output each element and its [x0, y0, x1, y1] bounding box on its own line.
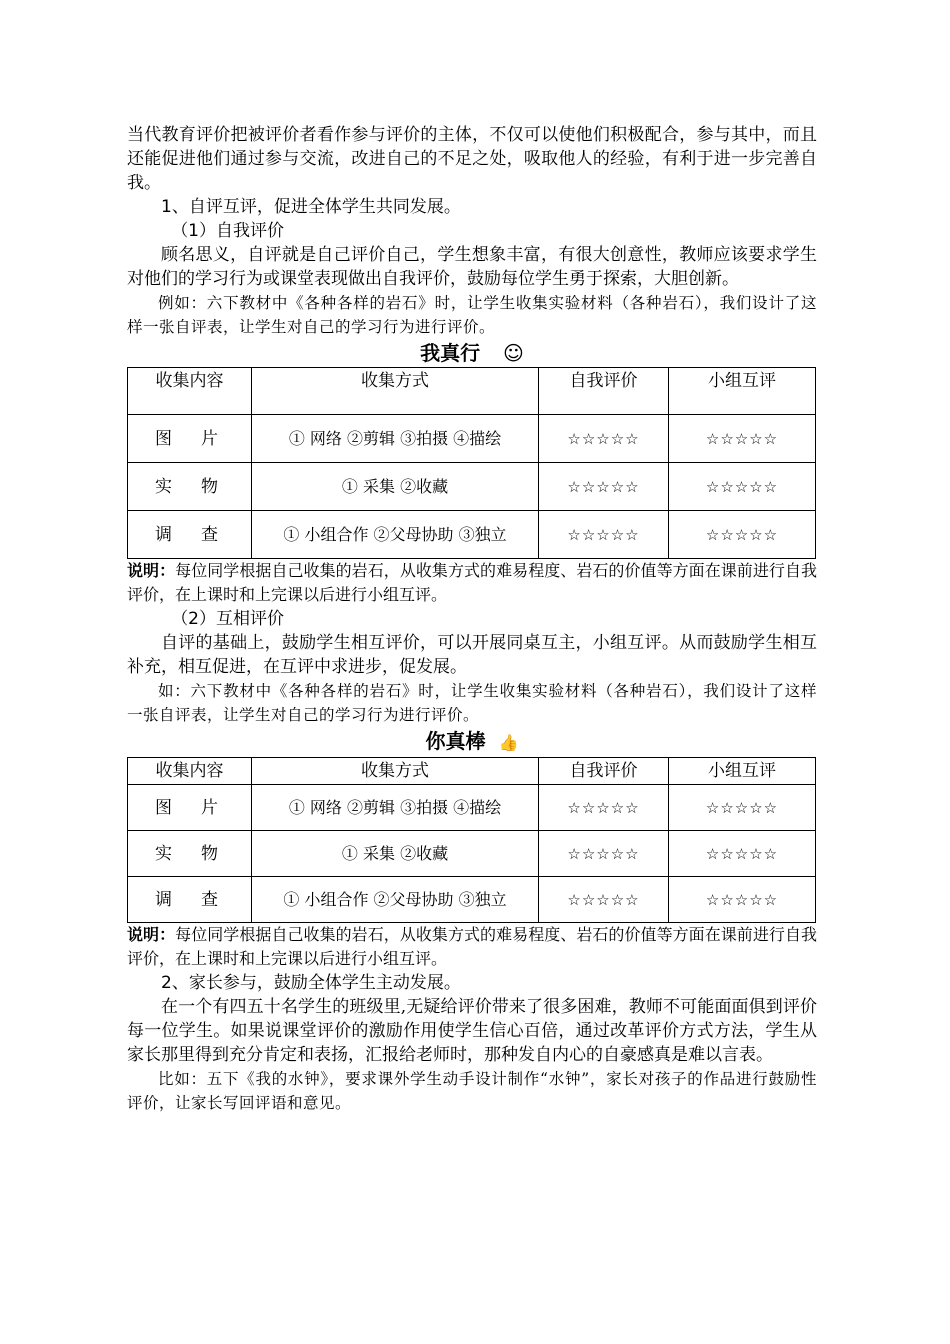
header-cell: 收集方式 — [252, 368, 539, 415]
parent-eval-paragraph: 在一个有四五十名学生的班级里,无疑给评价带来了很多困难，教师不可能面面俱到评价每一位学生。如果说课堂评价的激励作用使学生信心百倍，通过改革评价方式方法，学生从家长那里得到充分肯定和表扬，汇报给老师时，那种发自内心的自豪感真是难以言表。 — [127, 997, 817, 1065]
header-cell: 收集内容 — [128, 758, 252, 785]
self-rating-cell: ☆☆☆☆☆ — [539, 415, 669, 463]
section2-heading: 2、家长参与，鼓励全体学生主动发展。 — [161, 973, 461, 993]
table-header-row — [128, 758, 816, 785]
method-cell: ① 小组合作 ②父母协助 ③独立 — [252, 511, 539, 559]
category-cell: 图 片 — [128, 415, 252, 463]
method-cell: ① 采集 ②收藏 — [252, 463, 539, 511]
table1-note — [127, 559, 817, 607]
table-row — [128, 511, 816, 559]
method-cell: ① 网络 ②剪辑 ③拍摄 ④描绘 — [252, 415, 539, 463]
intro-paragraph: 当代教育评价把被评价者看作参与评价的主体，不仅可以使他们积极配合，参与其中，而且还能促进他们通过参与交流，改进自己的不足之处，吸取他人的经验，有利于进一步完善自我。 — [127, 125, 817, 193]
section1-sub2: （2）互相评价 — [171, 609, 285, 629]
table-row — [128, 463, 816, 511]
group-rating-cell: ☆☆☆☆☆ — [669, 831, 816, 877]
group-rating-cell: ☆☆☆☆☆ — [669, 415, 816, 463]
group-rating-cell: ☆☆☆☆☆ — [669, 877, 816, 923]
table-row — [128, 415, 816, 463]
method-cell: ① 采集 ②收藏 — [252, 831, 539, 877]
table-row — [128, 877, 816, 923]
self-rating-cell: ☆☆☆☆☆ — [539, 463, 669, 511]
document-page — [127, 123, 817, 1115]
category-cell: 实 物 — [128, 463, 252, 511]
note-label: 说明： — [127, 561, 176, 580]
self-eval-table — [127, 367, 816, 559]
method-cell: ① 网络 ②剪辑 ③拍摄 ④描绘 — [252, 785, 539, 831]
self-rating-cell: ☆☆☆☆☆ — [539, 785, 669, 831]
header-cell: 自我评价 — [539, 758, 669, 785]
note-text: 每位同学根据自己收集的岩石，从收集方式的难易程度、岩石的价值等方面在课前进行自我评价，在上课时和上完课以后进行小组互评。 — [127, 561, 817, 604]
header-cell: 收集方式 — [252, 758, 539, 785]
group-rating-cell: ☆☆☆☆☆ — [669, 463, 816, 511]
self-eval-paragraph: 顾名思义，自评就是自己评价自己，学生想象丰富，有很大创意性，教师应该要求学生对他们的学习行为或课堂表现做出自我评价，鼓励每位学生勇于探索，大胆创新。 — [127, 245, 817, 289]
note-text: 每位同学根据自己收集的岩石，从收集方式的难易程度、岩石的价值等方面在课前进行自我评价，在上课时和上完课以后进行小组互评。 — [127, 925, 817, 968]
example3-paragraph: 比如：五下《我的水钟》，要求课外学生动手设计制作“水钟”，家长对孩子的作品进行鼓励性评价，让家长写回评语和意见。 — [127, 1070, 817, 1112]
peer-eval-table — [127, 757, 816, 923]
header-cell: 自我评价 — [539, 368, 669, 415]
table2-title-text: 你真棒 — [425, 729, 486, 753]
table-header-row — [128, 368, 816, 415]
method-cell: ① 小组合作 ②父母协助 ③独立 — [252, 877, 539, 923]
category-cell: 实 物 — [128, 831, 252, 877]
smiley-icon: ☺ — [503, 341, 524, 365]
table2-note — [127, 923, 817, 971]
note-label: 说明： — [127, 925, 176, 944]
example2-paragraph: 如：六下教材中《各种各样的岩石》时，让学生收集实验材料（各种岩石），我们设计了这样一张自评表，让学生对自己的学习行为进行评价。 — [127, 682, 817, 724]
category-cell: 图 片 — [128, 785, 252, 831]
table1-title — [127, 339, 817, 367]
table1-title-text: 我真行 — [420, 341, 481, 365]
example1-paragraph: 例如：六下教材中《各种各样的岩石》时，让学生收集实验材料（各种岩石），我们设计了这样一张自评表，让学生对自己的学习行为进行评价。 — [127, 294, 817, 336]
header-cell: 收集内容 — [128, 368, 252, 415]
section1-heading: 1、自评互评，促进全体学生共同发展。 — [161, 197, 461, 217]
table-row — [128, 831, 816, 877]
group-rating-cell: ☆☆☆☆☆ — [669, 785, 816, 831]
category-cell: 调 查 — [128, 511, 252, 559]
header-cell: 小组互评 — [669, 368, 816, 415]
category-cell: 调 查 — [128, 877, 252, 923]
self-rating-cell: ☆☆☆☆☆ — [539, 511, 669, 559]
group-rating-cell: ☆☆☆☆☆ — [669, 511, 816, 559]
header-cell: 小组互评 — [669, 758, 816, 785]
table2-title — [127, 727, 817, 757]
thumbs-up-icon: 👍 — [498, 733, 519, 752]
self-rating-cell: ☆☆☆☆☆ — [539, 877, 669, 923]
section1-sub1: （1）自我评价 — [171, 221, 285, 241]
self-rating-cell: ☆☆☆☆☆ — [539, 831, 669, 877]
table-row — [128, 785, 816, 831]
peer-eval-paragraph: 自评的基础上，鼓励学生相互评价，可以开展同桌互主，小组互评。从而鼓励学生相互补充，相互促进，在互评中求进步，促发展。 — [127, 633, 817, 677]
